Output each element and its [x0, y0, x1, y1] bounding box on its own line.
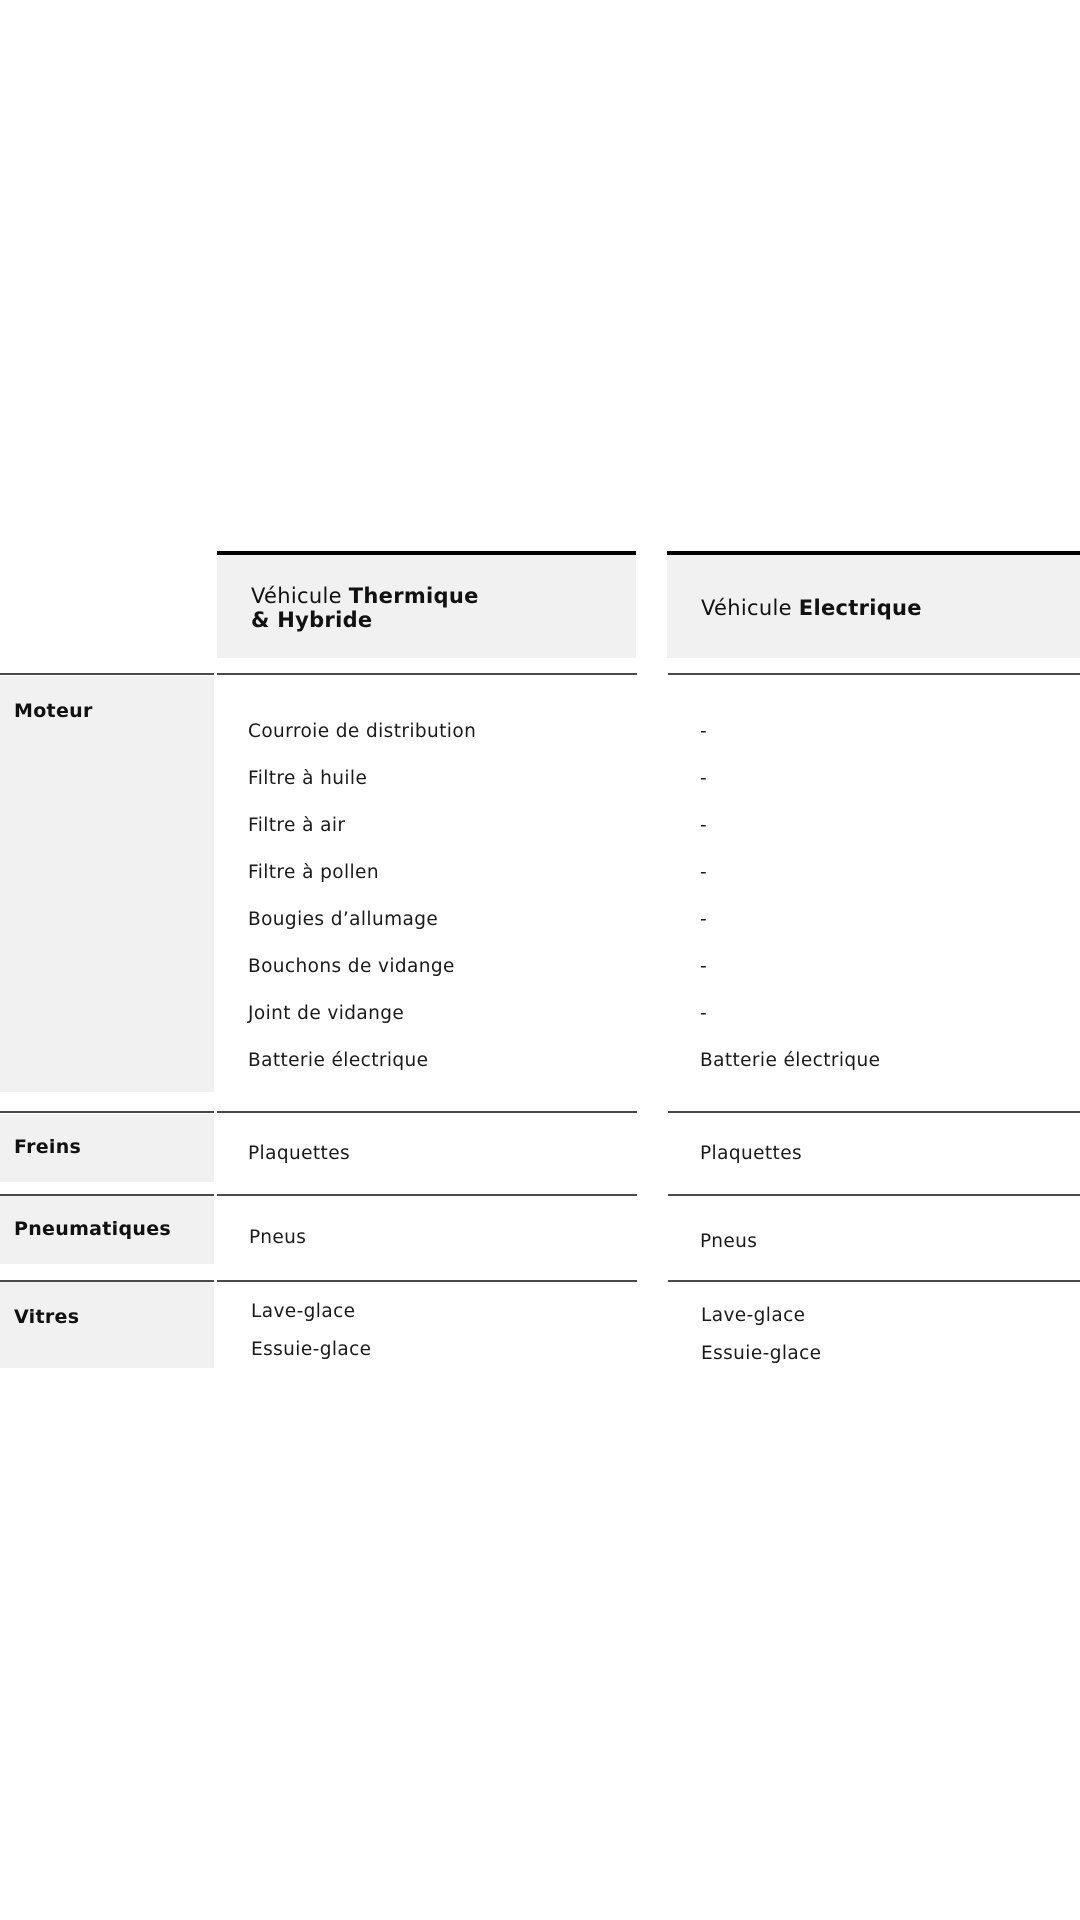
- thermique-item: Bouchons de vidange: [248, 956, 455, 977]
- electrique-item: Plaquettes: [700, 1143, 803, 1164]
- electrique-item: -: [700, 1003, 708, 1024]
- thermique-item: Filtre à pollen: [248, 862, 379, 883]
- electrique-item: Lave-glace: [701, 1305, 806, 1326]
- column-header-electrique-title: [701, 596, 922, 620]
- header-line2: & Hybride: [251, 608, 373, 632]
- electrique-item: -: [700, 721, 708, 742]
- header-prefix: Véhicule: [701, 596, 799, 620]
- divider: [0, 673, 214, 675]
- thermique-item: Joint de vidange: [248, 1003, 405, 1024]
- thermique-item: Pneus: [249, 1227, 307, 1248]
- divider: [0, 1280, 214, 1282]
- thermique-item: Filtre à huile: [248, 768, 368, 789]
- divider: [668, 673, 1080, 675]
- header-bold: Thermique: [348, 584, 479, 608]
- divider: [217, 1194, 637, 1196]
- electrique-item: Batterie électrique: [700, 1050, 881, 1071]
- category-label-vitres: Vitres: [14, 1306, 80, 1328]
- divider: [217, 1111, 637, 1113]
- category-label-pneumatiques: Pneumatiques: [14, 1218, 172, 1240]
- electrique-item: -: [700, 956, 708, 977]
- category-label-moteur: Moteur: [14, 700, 93, 722]
- electrique-item: -: [700, 768, 708, 789]
- divider: [668, 1111, 1080, 1113]
- divider: [217, 673, 637, 675]
- divider: [217, 1280, 637, 1282]
- electrique-item: Essuie-glace: [701, 1343, 822, 1364]
- divider: [668, 1280, 1080, 1282]
- column-header-thermique: [217, 551, 636, 658]
- electrique-item: -: [700, 815, 708, 836]
- divider: [668, 1194, 1080, 1196]
- divider: [0, 1194, 214, 1196]
- electrique-item: Pneus: [700, 1231, 758, 1252]
- column-header-thermique-title: [251, 584, 479, 632]
- thermique-item: Essuie-glace: [251, 1339, 372, 1360]
- thermique-item: Filtre à air: [248, 815, 346, 836]
- thermique-item: Batterie électrique: [248, 1050, 429, 1071]
- divider: [0, 1111, 214, 1113]
- column-header-electrique: [667, 551, 1080, 658]
- thermique-item: Courroie de distribution: [248, 721, 477, 742]
- category-bg-moteur: [0, 676, 214, 1092]
- header-prefix: Véhicule: [251, 584, 349, 608]
- header-bold: Electrique: [798, 596, 922, 620]
- electrique-item: -: [700, 862, 708, 883]
- category-label-freins: Freins: [14, 1136, 82, 1158]
- thermique-item: Bougies d’allumage: [248, 909, 439, 930]
- thermique-item: Plaquettes: [248, 1143, 351, 1164]
- electrique-item: -: [700, 909, 708, 930]
- thermique-item: Lave-glace: [251, 1301, 356, 1322]
